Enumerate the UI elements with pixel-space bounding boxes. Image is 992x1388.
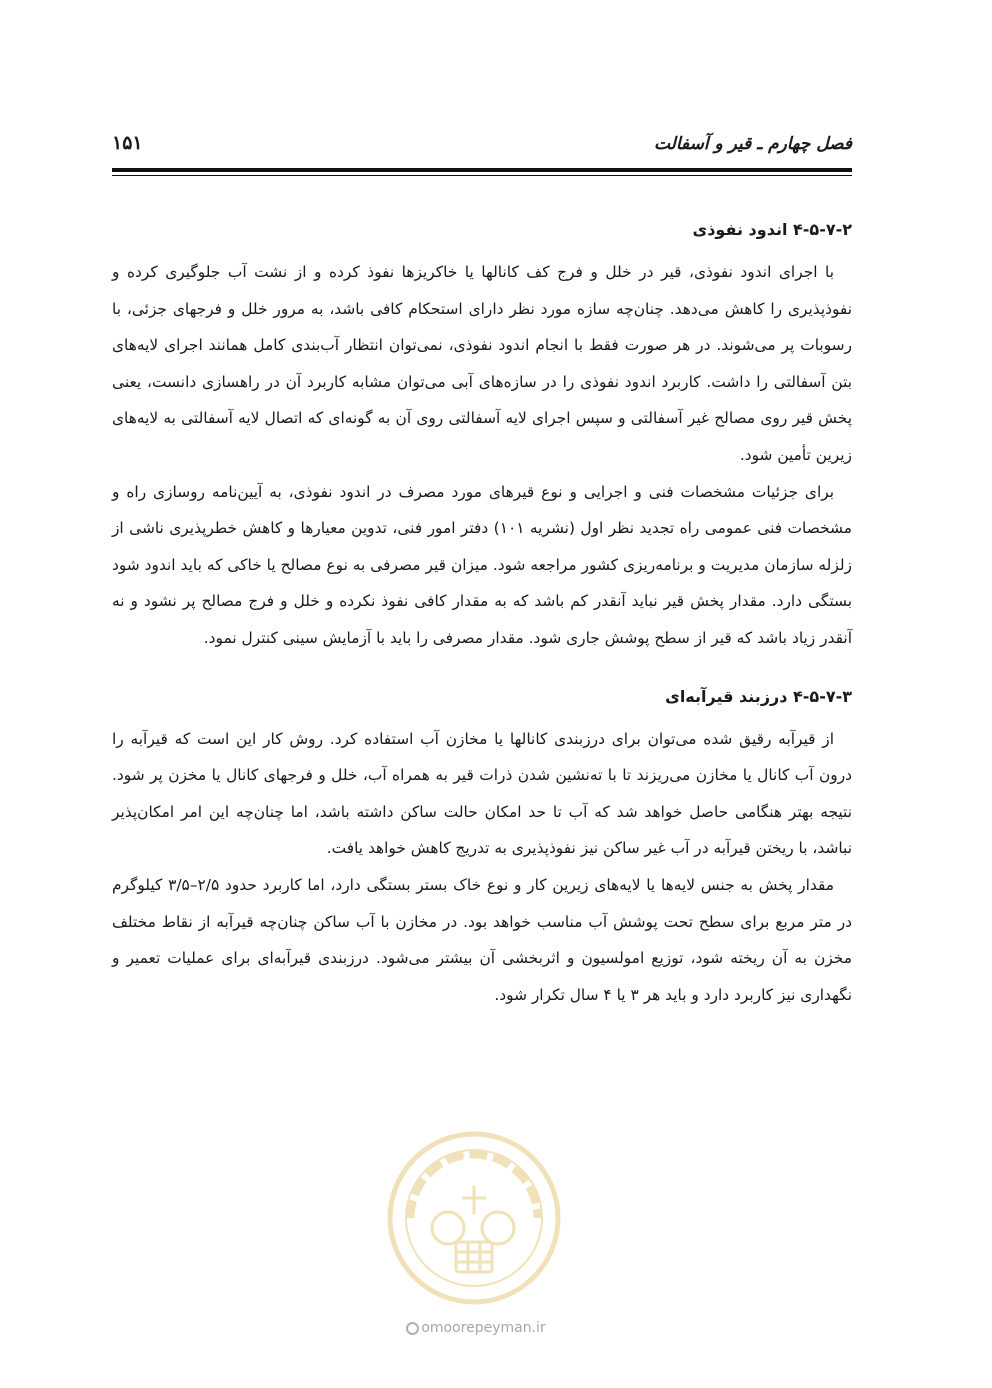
header-rule-thin [112, 175, 852, 176]
section-heading: ۴-۵-۷-۲ اندود نفوذی [692, 220, 852, 239]
header-rule-thick [112, 168, 852, 172]
chapter-title: فصل چهارم ـ قیر و آسفالت [653, 134, 852, 154]
page-body [112, 212, 852, 1013]
section-heading: ۴-۵-۷-۳ درزبند قیرآبه‌ای [665, 686, 852, 706]
page-header [112, 126, 852, 166]
paragraph: از قیرآبه رقیق شده می‌توان برای درزبندی کانالها یا مخازن آب استفاده کرد. روش کار این است که قیرآبه را درون آب کانال یا مخازن می‌ریزند تا با ته‌نشین شدن ذرات قیر به همراه آب، خلل و فرجهای کانال یا مخزن پر شود. نتیجه بهتر هنگامی حاصل خواهد شد که آب تا حد امکان حالت ساکن داشته باشد، اما چنان‌چه این امر امکان‌پذیر نباشد، با ریختن قیرآبه در آب غیر ساکن نیز نفوذپذیری به تدریج کاهش خواهد یافت. [112, 729, 852, 858]
footer-website [386, 1320, 566, 1336]
footer-website-text: omoorepeyman.ir [421, 1320, 546, 1336]
page-number: ۱۵۱ [112, 132, 143, 154]
logo-icon [406, 1322, 419, 1335]
paragraph: برای جزئیات مشخصات فنی و اجرایی و نوع قیرهای مورد مصرف در اندود نفوذی، به آیین‌نامه روسازی راه و مشخصات فنی عمومی راه تجدید نظر اول (نشریه ۱۰۱) دفتر امور فنی، تدوین معیارها و کاهش خطرپذیری ناشی از زلزله سازمان مدیریت و برنامه‌ریزی کشور مراجعه شود. میزان قیر مصرفی به نوع مصالح یا خاکی که باید اندود شود بستگی دارد. مقدار پخش قیر نباید آنقدر کم باشد که به مقدار کافی نفوذ نکرده و خلل و فرج مصالح پر نشود و نه آنقدر زیاد باشد که قیر از سطح پوشش جاری شود. مقدار مصرفی را باید با آزمایش سینی کنترل نمود. [112, 482, 852, 647]
paragraph: مقدار پخش به جنس لایه‌ها یا لایه‌های زیرین کار و نوع خاک بستر بستگی دارد، اما کاربرد حدود ۲/۵–۳/۵ کیلوگرم در متر مربع برای سطح تحت پوشش آب مناسب خواهد بود. در مخازن با آب ساکن چنان‌چه قیرآبه از نقاط مختلف مخزن به آن ریخته شود، توزیع امولسیون و اثربخشی آن بیشتر می‌شود. درزبندی قیرآبه‌ای برای عملیات تعمیر و نگهداری نیز کاربرد دارد و باید هر ۳ یا ۴ سال تکرار شود. [112, 875, 852, 1004]
section [112, 679, 852, 1014]
section [112, 212, 852, 657]
watermark-seal-logo [386, 1130, 562, 1306]
section-spacer [112, 657, 852, 679]
paragraph: با اجرای اندود نفوذی، قیر در خلل و فرج کف کانالها یا خاکریزها نفوذ کرده و از نشت آب جلوگیری کرده و نفوذپذیری را کاهش می‌دهد. چنان‌چه سازه مورد نظر دارای استحکام کافی باشد، به مرور خلل و فرجهای جزئی، با رسوبات پر می‌شوند. در هر صورت فقط با انجام اندود نفوذی، نمی‌توان انتظار آب‌بندی کامل همانند اجرای لایه‌های بتن آسفالتی را داشت. کاربرد اندود نفوذی را در سازه‌های آبی می‌توان مشابه کاربرد آن در راهسازی دانست، یعنی پخش قیر روی مصالح غیر آسفالتی و سپس اجرای لایه آسفالتی روی آن به گونه‌ای که اتصال لایه آسفالتی به لایه‌های زیرین تأمین شود. [112, 263, 852, 464]
